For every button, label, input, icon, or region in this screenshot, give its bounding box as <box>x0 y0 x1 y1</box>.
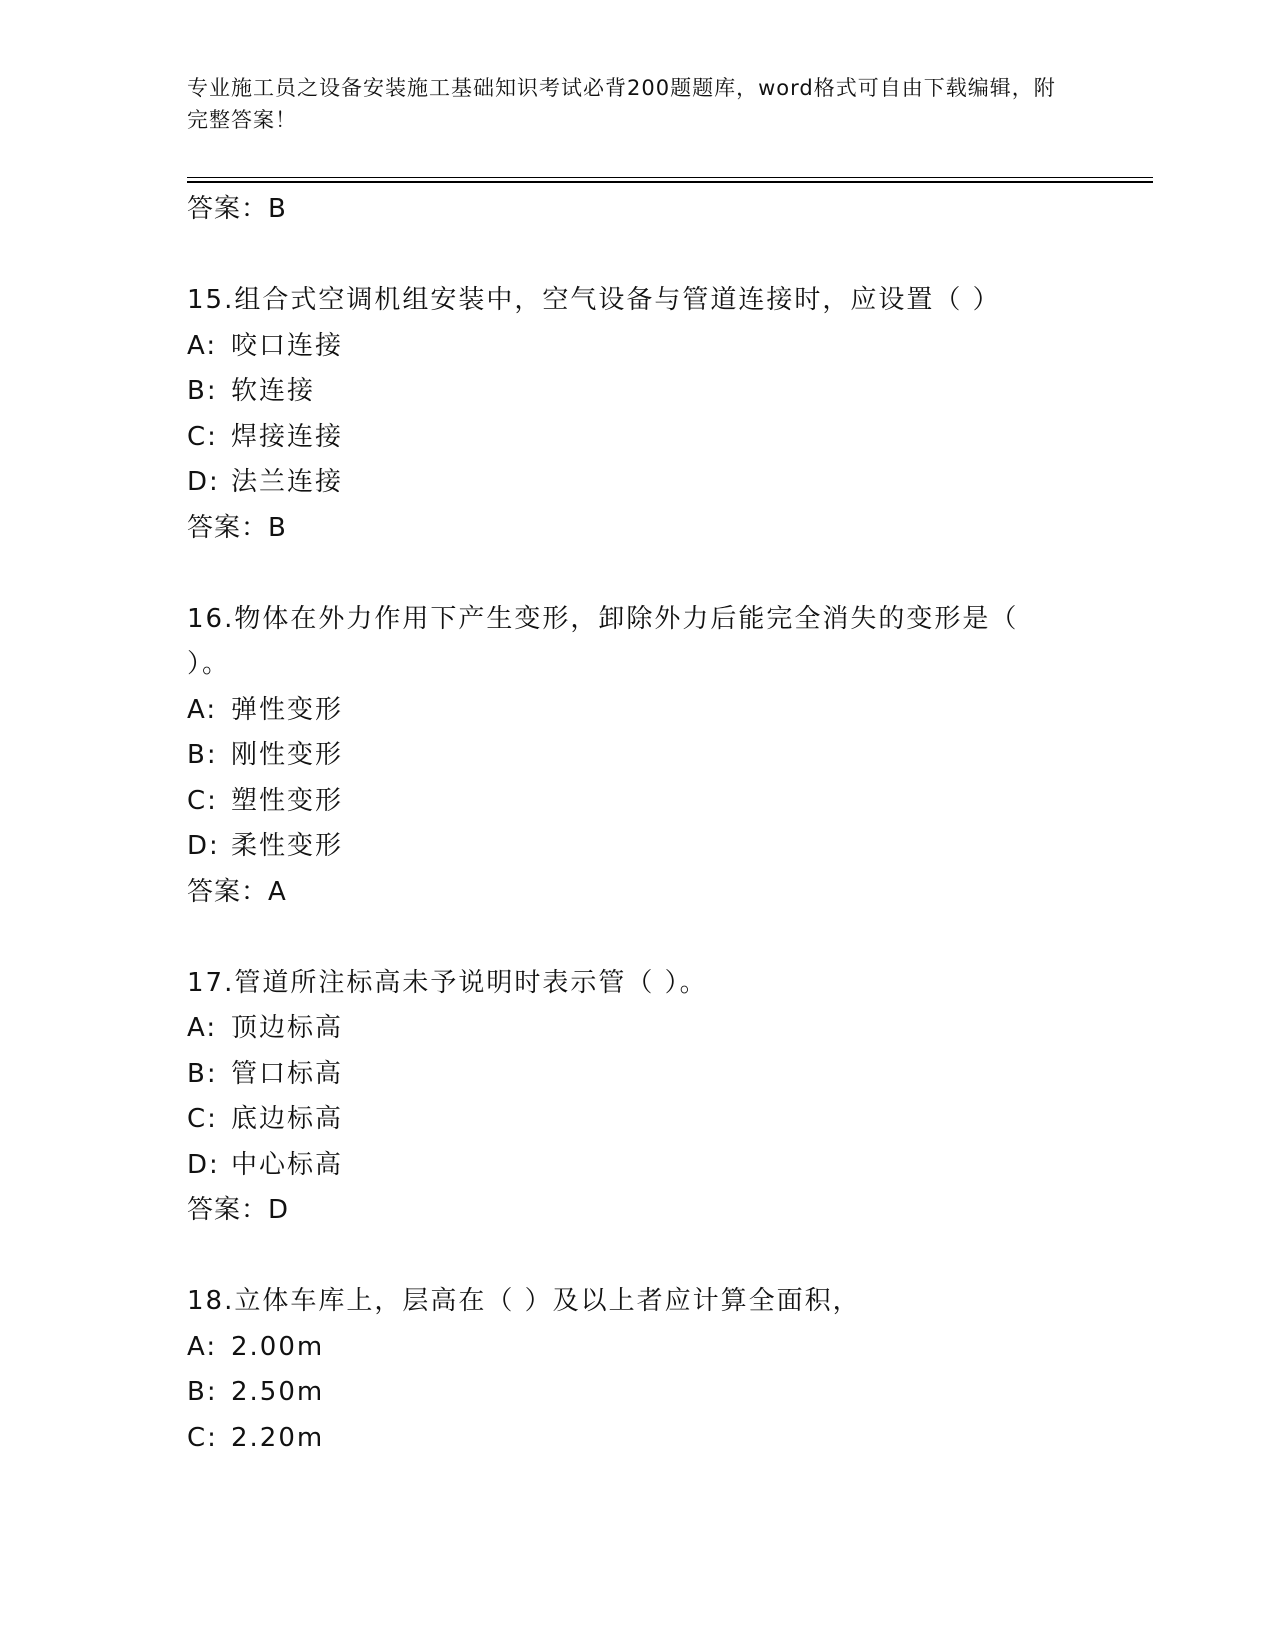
question-stem: 16.物体在外力作用下产生变形，卸除外力后能完全消失的变形是（ ）。 <box>187 603 1019 679</box>
option-letter: B: <box>187 376 218 406</box>
option-letter: C: <box>187 1104 218 1134</box>
option-letter: D: <box>187 1149 220 1180</box>
header-divider-thin <box>187 177 1153 178</box>
option-letter: A: <box>187 1331 218 1362</box>
option-letter: A: <box>187 694 218 725</box>
spacer <box>187 551 1087 597</box>
option-d <box>187 824 1087 870</box>
question-list <box>187 187 1087 1461</box>
option-b <box>187 369 1087 415</box>
question-stem: 17.管道所注标高未予说明时表示管（ ）。 <box>187 967 708 998</box>
option-text: 软连接 <box>231 376 316 406</box>
question-stem: 15.组合式空调机组安装中，空气设备与管道连接时，应设置（ ） <box>187 285 1001 315</box>
option-letter: B: <box>187 740 218 770</box>
document-header: 专业施工员之设备安装施工基础知识考试必背200题题库，word格式可自由下载编辑，附完整答案！ <box>187 76 1056 132</box>
option-text: 刚性变形 <box>231 740 344 770</box>
option-c <box>187 779 1087 825</box>
option-letter: B: <box>187 1377 218 1407</box>
option-d <box>187 460 1087 506</box>
option-a <box>187 688 1087 734</box>
option-text: 管口标高 <box>231 1058 344 1089</box>
option-text: 底边标高 <box>231 1104 344 1134</box>
answer-line: 答案：D <box>187 1195 290 1225</box>
option-letter: B: <box>187 1058 218 1089</box>
spacer <box>187 1234 1087 1280</box>
option-b <box>187 733 1087 779</box>
option-text: 焊接连接 <box>231 421 344 452</box>
option-text: 柔性变形 <box>231 831 344 861</box>
option-c <box>187 1097 1087 1143</box>
option-letter: D: <box>187 831 220 861</box>
option-text: 弹性变形 <box>231 694 344 725</box>
option-a <box>187 324 1087 370</box>
option-a <box>187 1325 1087 1371</box>
answer-line: 答案：B <box>187 512 287 543</box>
option-c <box>187 1416 1087 1462</box>
spacer <box>187 233 1087 279</box>
option-c <box>187 415 1087 461</box>
option-letter: C: <box>187 785 218 816</box>
option-text: 2.20m <box>231 1422 325 1453</box>
option-letter: C: <box>187 421 218 452</box>
answer-line: 答案：A <box>187 876 287 907</box>
option-text: 顶边标高 <box>231 1013 344 1043</box>
option-letter: C: <box>187 1422 218 1453</box>
option-text: 中心标高 <box>231 1149 344 1180</box>
option-letter: D: <box>187 467 220 497</box>
option-text: 塑性变形 <box>231 785 344 816</box>
header-divider-thick <box>187 181 1153 183</box>
option-b <box>187 1052 1087 1098</box>
option-d <box>187 1143 1087 1189</box>
option-letter: A: <box>187 1013 218 1043</box>
question-stem: 18.立体车库上，层高在（ ）及以上者应计算全面积， <box>187 1286 861 1316</box>
option-text: 咬口连接 <box>231 330 344 361</box>
option-a <box>187 1006 1087 1052</box>
option-b <box>187 1370 1087 1416</box>
option-text: 2.50m <box>231 1377 325 1407</box>
answer-line: 答案：B <box>187 194 287 224</box>
option-text: 2.00m <box>231 1331 325 1362</box>
option-letter: A: <box>187 330 218 361</box>
option-text: 法兰连接 <box>231 467 344 497</box>
spacer <box>187 915 1087 961</box>
